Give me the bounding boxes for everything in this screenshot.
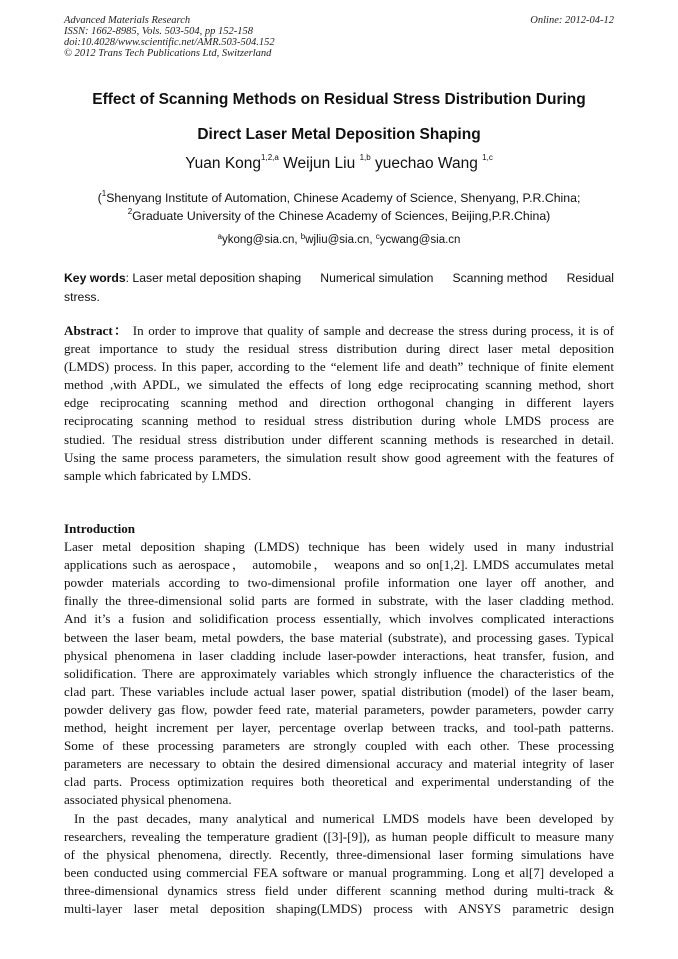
abstract-line: sample which fabricated by LMDS. xyxy=(64,467,252,483)
keyword: Numerical simulation xyxy=(320,271,434,285)
intro-line: applications such as aerospace， automobile， weapons and so on[1,2]. LMDS accumulates metal xyxy=(64,557,614,573)
author-affiliation-marker: 1,c xyxy=(482,153,493,162)
keywords-section xyxy=(64,269,614,306)
intro-line: finally the three-dimensional solid parts are formed in substrate, with the laser cladding method. xyxy=(64,593,614,609)
affiliation-1 xyxy=(0,191,678,205)
intro-line: of the physical phenomena, directly. Recently, three-dimensional laser forming simulations have xyxy=(64,846,614,862)
intro-line: powder materials according to two-dimensional profile information one layer off another, and xyxy=(64,575,614,591)
email-link[interactable]: wjliu@sia.cn, xyxy=(305,234,373,246)
affiliation-2 xyxy=(0,209,678,223)
email-marker: b xyxy=(300,232,306,241)
introduction-section xyxy=(64,520,614,918)
keywords-continuation: stress. xyxy=(64,289,100,304)
intro-line: Laser metal deposition shaping (LMDS) technique has been widely used in many industrial xyxy=(64,539,614,555)
intro-line: method, height increment per layer, percentage overlap between tracks, and tool-path patterns. xyxy=(64,720,614,736)
author-name: Weijun Liu xyxy=(283,155,356,172)
abstract-line: edge reciprocating scanning method and direction orthogonal changing in different layers xyxy=(64,395,614,411)
affiliation-marker: 2 xyxy=(127,207,133,216)
intro-line: between the laser beam, metal powders, the base material (substrate), and processing gases. Typical xyxy=(64,629,614,645)
issn-line: ISSN: 1662-8985, Vols. 503-504, pp 152-158 xyxy=(64,26,253,37)
intro-line: physical phenomena in laser cladding include laser-powder interactions, heat transfer, fusion, and xyxy=(64,647,614,663)
email-marker: a xyxy=(217,232,222,241)
email-marker: c xyxy=(375,232,380,241)
affiliation-text: Graduate University of the Chinese Academy of Sciences, Beijing,P.R.China) xyxy=(132,209,551,223)
abstract-line xyxy=(64,322,614,340)
affiliation-text: Shenyang Institute of Automation, Chinese Academy of Science, Shenyang, P.R.China; xyxy=(106,191,581,205)
affiliation-marker: 1 xyxy=(101,189,107,198)
intro-line: multi-layer laser metal deposition shaping(LMDS) process with ANSYS parametric design xyxy=(64,900,614,916)
keywords-label: Key words xyxy=(64,271,126,285)
intro-line: And it’s a fusion and solidification process essentially, which involves complicated interactions xyxy=(64,611,614,627)
intro-line: solidification. There are approximately variables which strongly influence the characteristics of the xyxy=(64,665,614,681)
intro-line: Some of these processing parameters are strongly coupled with each other. These processing xyxy=(64,738,614,754)
keyword: Residual xyxy=(566,271,614,285)
intro-line: clad part. These variables include actual laser power, spatial distribution (model) of the laser beam, xyxy=(64,683,614,699)
author-emails xyxy=(0,234,678,246)
intro-line: powder delivery gas flow, powder feed rate, material parameters, powder parameters, powder carry xyxy=(64,701,614,717)
abstract-section xyxy=(64,322,614,485)
author-list xyxy=(0,155,678,173)
doi-line: doi:10.4028/www.scientific.net/AMR.503-504.152 xyxy=(64,37,275,48)
intro-line: associated physical phenomena. xyxy=(64,792,232,808)
keyword: Laser metal deposition shaping xyxy=(132,271,302,285)
intro-line: researchers, revealing the temperature gradient ([3]-[9]), as human people difficult to measure many xyxy=(64,828,614,844)
author-name: yuechao Wang xyxy=(375,155,478,172)
intro-line: In the past decades, many analytical and numerical LMDS models have been developed by xyxy=(74,810,614,826)
abstract-text: In order to improve that quality of sample and decrease the stress during process, it is of xyxy=(128,323,614,338)
abstract-line: method ,with APDL, we simulated the effects of long edge reciprocating scanning method, short xyxy=(64,377,614,393)
intro-line: clad parts. Process optimization requires both theoretical and experimental understanding of the xyxy=(64,774,614,790)
paper-title-line-1: Effect of Scanning Methods on Residual Stress Distribution During xyxy=(92,91,586,108)
section-heading-introduction: Introduction xyxy=(64,521,136,536)
abstract-line: great importance to study the residual stress distribution during direct laser metal deposition xyxy=(64,341,614,357)
intro-line: three-dimensional dynamics stress field under different scanning method during multi-track & xyxy=(64,882,614,898)
author-affiliation-marker: 1,b xyxy=(359,153,371,162)
intro-line: parameters are necessary to obtain the desired dimensional accuracy and material integrity of laser xyxy=(64,756,614,772)
intro-line: been conducted using commercial FEA software or manual programming. Long et al[7] developed a xyxy=(64,864,614,880)
author-affiliation-marker: 1,2,a xyxy=(261,153,279,162)
affiliation-paren: ( xyxy=(97,191,102,205)
email-link[interactable]: ykong@sia.cn, xyxy=(221,234,298,246)
journal-header xyxy=(64,15,275,59)
email-link[interactable]: ycwang@sia.cn xyxy=(379,234,461,246)
paper-title-line-2: Direct Laser Metal Deposition Shaping xyxy=(197,126,481,143)
abstract-label: Abstract： xyxy=(64,323,129,338)
abstract-line: Using the same process parameters, the simulation result show good agreement with the features of xyxy=(64,449,614,465)
keywords-line xyxy=(64,269,614,288)
abstract-line: studied. The residual stress distribution under different scanning methods is researched in detail. xyxy=(64,431,614,447)
online-date: Online: 2012-04-12 xyxy=(530,15,614,26)
keyword: Scanning method xyxy=(452,271,548,285)
copyright-line: © 2012 Trans Tech Publications Ltd, Switzerland xyxy=(64,48,272,59)
abstract-line: (LMDS) process. In this paper, according to the “element life and death” technique of finite element xyxy=(64,359,614,375)
abstract-line: reciprocating scanning method to residual stress distribution during whole LMDS process are xyxy=(64,413,614,429)
author-name: Yuan Kong xyxy=(185,155,262,172)
keywords-colon: : xyxy=(125,271,133,285)
journal-name: Advanced Materials Research xyxy=(64,15,191,26)
